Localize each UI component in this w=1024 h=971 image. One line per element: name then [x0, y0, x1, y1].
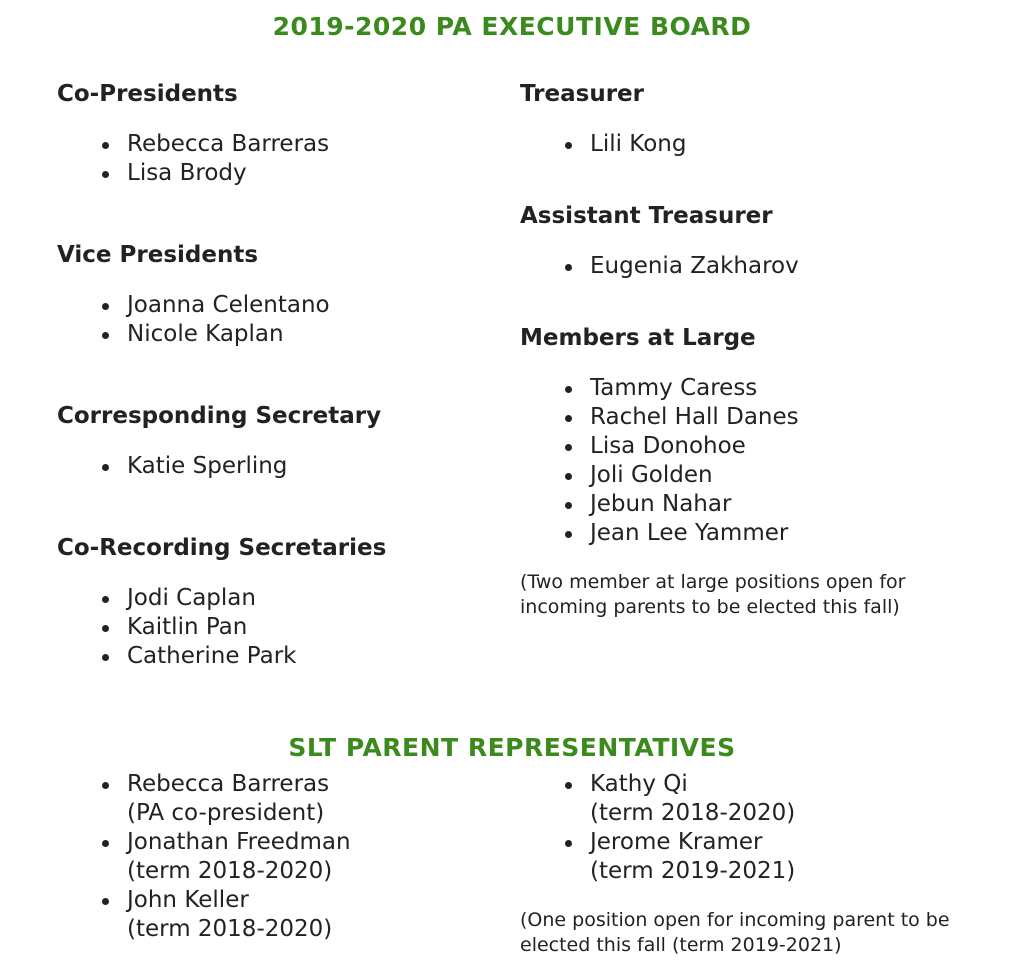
list-item: Lisa Brody	[127, 159, 497, 188]
list-item: Rebecca Barreras	[127, 130, 497, 159]
section-members-at-large	[520, 322, 990, 620]
list-item	[590, 828, 990, 886]
slt-right-column	[520, 770, 990, 886]
rep-detail: (term 2018-2020)	[127, 916, 333, 942]
rep-name: Kathy Qi	[590, 771, 688, 797]
list-item: Nicole Kaplan	[127, 320, 497, 349]
slt-list	[520, 770, 990, 886]
list-item	[127, 770, 497, 828]
slt-note: (One position open for incoming parent to be elected this fall (term 2019-2021)	[520, 909, 950, 956]
section-vice-presidents	[57, 239, 497, 349]
list-item	[127, 886, 497, 944]
section-heading: Co-Recording Secretaries	[57, 535, 387, 561]
rep-detail: (term 2018-2020)	[590, 800, 796, 826]
slt-title: SLT PARENT REPRESENTATIVES	[288, 733, 736, 762]
section-heading: Assistant Treasurer	[520, 203, 773, 229]
rep-name: Jonathan Freedman	[127, 829, 351, 855]
rep-name: John Keller	[127, 887, 249, 913]
member-list	[57, 291, 497, 349]
list-item: Eugenia Zakharov	[590, 252, 990, 281]
list-item: Jebun Nahar	[590, 490, 990, 519]
members-at-large-note: (Two member at large positions open for incoming parents to be elected this fall)	[520, 571, 906, 618]
page-title: 2019-2020 PA EXECUTIVE BOARD	[272, 12, 752, 41]
section-co-recording-secretaries	[57, 532, 497, 671]
list-item	[590, 770, 990, 828]
list-item: Jodi Caplan	[127, 584, 497, 613]
section-heading: Treasurer	[520, 81, 644, 107]
section-treasurer	[520, 78, 990, 159]
slt-list	[57, 770, 497, 944]
list-item: Rachel Hall Danes	[590, 403, 990, 432]
section-heading: Corresponding Secretary	[57, 403, 382, 429]
member-list	[57, 130, 497, 188]
member-list	[520, 374, 990, 548]
member-list	[57, 584, 497, 671]
list-item: Katie Sperling	[127, 452, 497, 481]
list-item: Jean Lee Yammer	[590, 519, 990, 548]
rep-detail: (PA co-president)	[127, 800, 325, 826]
list-item: Lili Kong	[590, 130, 990, 159]
list-item: Joli Golden	[590, 461, 990, 490]
rep-name: Jerome Kramer	[590, 829, 763, 855]
section-assistant-treasurer	[520, 200, 990, 281]
rep-detail: (term 2018-2020)	[127, 858, 333, 884]
member-list	[520, 130, 990, 159]
list-item	[127, 828, 497, 886]
rep-name: Rebecca Barreras	[127, 771, 330, 797]
section-heading: Co-Presidents	[57, 81, 238, 107]
member-list	[57, 452, 497, 481]
left-column	[57, 78, 497, 671]
list-item: Catherine Park	[127, 642, 497, 671]
rep-detail: (term 2019-2021)	[590, 858, 796, 884]
list-item: Kaitlin Pan	[127, 613, 497, 642]
section-heading: Vice Presidents	[57, 242, 259, 268]
right-column	[520, 78, 990, 620]
slt-left-column	[57, 770, 497, 944]
member-list	[520, 252, 990, 281]
list-item: Tammy Caress	[590, 374, 990, 403]
section-co-presidents	[57, 78, 497, 188]
list-item: Lisa Donohoe	[590, 432, 990, 461]
list-item: Joanna Celentano	[127, 291, 497, 320]
section-heading: Members at Large	[520, 325, 756, 351]
section-corresponding-secretary	[57, 400, 497, 481]
